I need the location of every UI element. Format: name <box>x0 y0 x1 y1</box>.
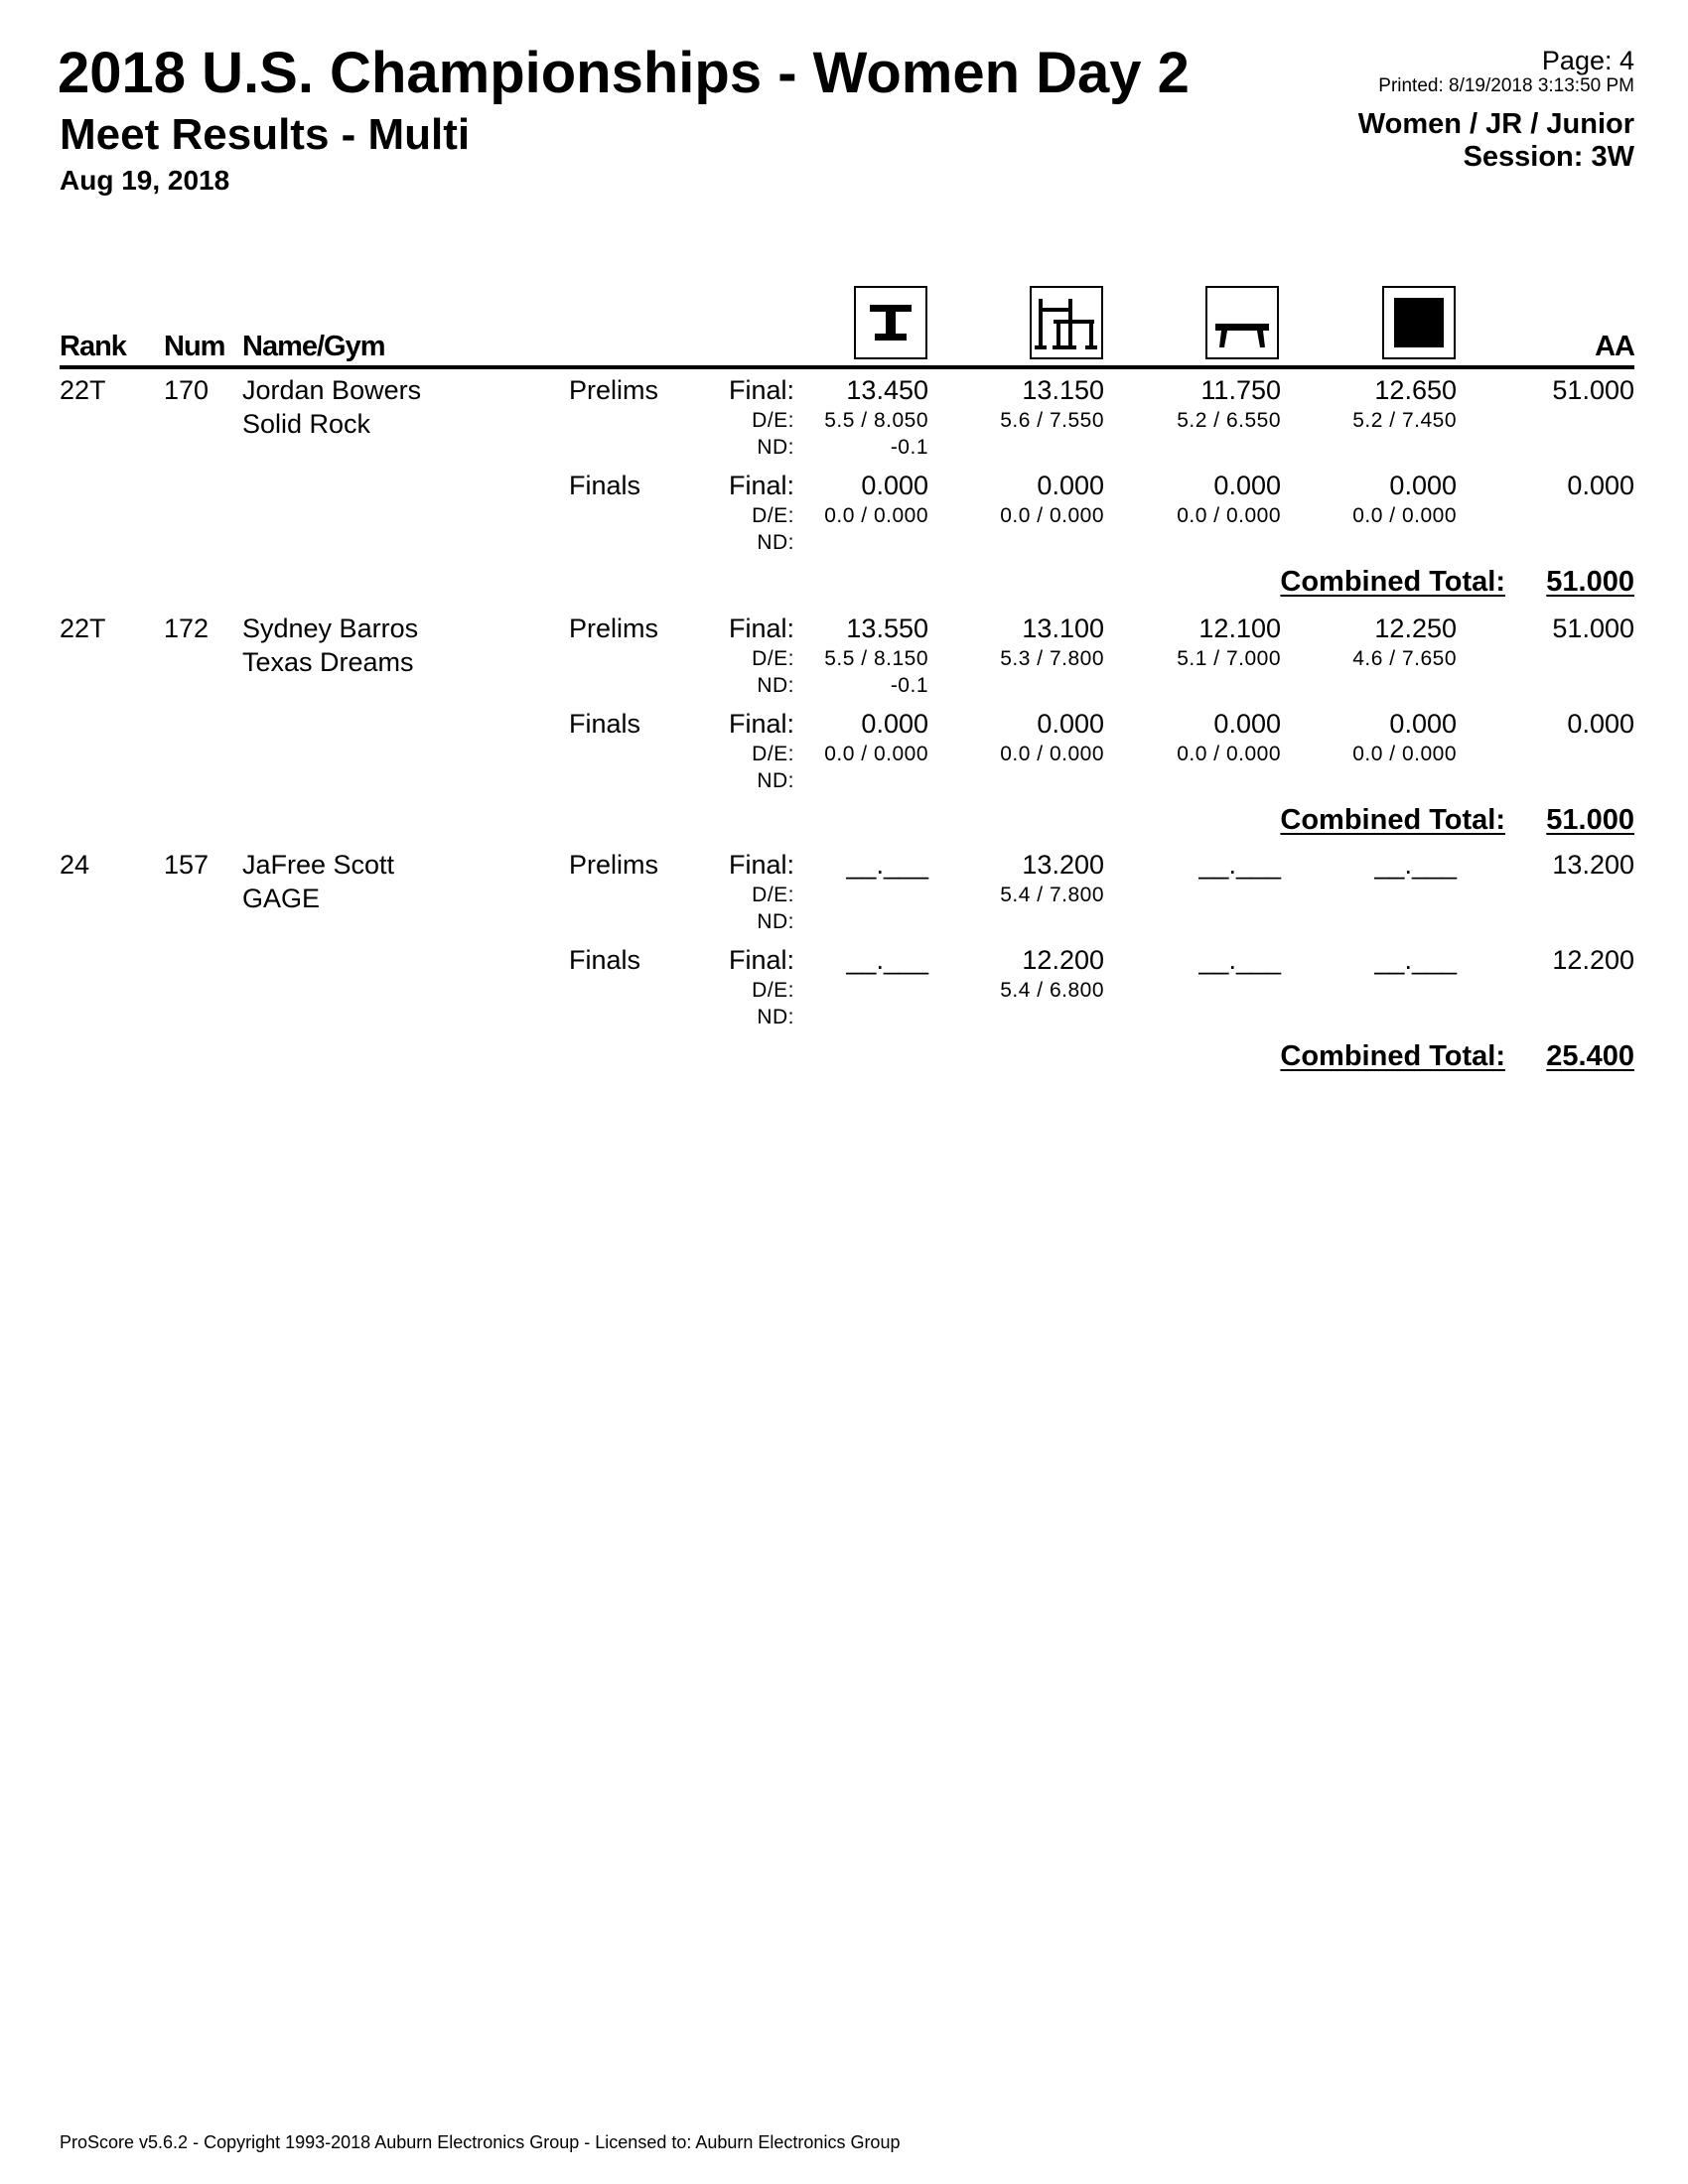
athlete-name: JaFree Scott <box>242 850 395 880</box>
de-label: D/E: <box>752 647 794 670</box>
aa-score: 51.000 <box>1552 614 1634 643</box>
athlete-gym: Texas Dreams <box>242 647 414 677</box>
nd-label: ND: <box>757 436 794 459</box>
bars-de: 0.0 / 0.000 <box>1000 504 1104 527</box>
bars-de: 5.6 / 7.550 <box>1000 409 1104 432</box>
rank-column-header: Rank <box>60 331 126 362</box>
beam-score: 0.000 <box>1213 709 1281 739</box>
athlete-name: Jordan Bowers <box>242 375 422 405</box>
meet-title: 2018 U.S. Championships - Women Day 2 <box>58 41 1190 105</box>
page-number: Page: 4 <box>1541 46 1634 75</box>
beam-score: 12.100 <box>1198 614 1281 643</box>
session-label: Session: 3W <box>1463 141 1634 173</box>
floor-score: 12.250 <box>1374 614 1457 643</box>
combined-total-value: 51.000 <box>1546 804 1634 836</box>
floor-de: 0.0 / 0.000 <box>1352 743 1457 765</box>
athlete-rank: 22T <box>60 614 106 643</box>
vault-score: 13.450 <box>846 375 928 405</box>
final-label: Final: <box>728 945 794 975</box>
bars-score: 12.200 <box>1022 945 1104 975</box>
athlete-gym: GAGE <box>242 884 321 913</box>
athlete-number: 172 <box>164 614 210 643</box>
beam-score: __.___ <box>1198 945 1281 975</box>
vault-icon <box>854 286 927 359</box>
beam-de: 5.2 / 6.550 <box>1177 409 1281 432</box>
de-label: D/E: <box>752 979 794 1002</box>
vault-score: __.___ <box>846 850 928 880</box>
bars-score: 0.000 <box>1037 471 1104 500</box>
bars-de: 5.4 / 6.800 <box>1000 979 1104 1002</box>
beam-de: 0.0 / 0.000 <box>1177 743 1281 765</box>
aa-score: 12.200 <box>1552 945 1634 975</box>
bars-score: 13.150 <box>1022 375 1104 405</box>
floor-exercise-icon <box>1382 286 1456 359</box>
balance-beam-icon <box>1205 286 1279 359</box>
vault-score: 13.550 <box>846 614 928 643</box>
nd-label: ND: <box>757 674 794 697</box>
header-divider <box>60 365 1634 369</box>
bars-de: 5.3 / 7.800 <box>1000 647 1104 670</box>
athlete-block <box>0 850 1688 1088</box>
athlete-number: 157 <box>164 850 210 880</box>
combined-total-label: Combined Total: <box>1280 804 1505 836</box>
round-label-finals: Finals <box>569 945 641 975</box>
athlete-gym: Solid Rock <box>242 409 371 439</box>
aa-score: 0.000 <box>1567 709 1634 739</box>
vault-score: 0.000 <box>861 471 928 500</box>
floor-score: 12.650 <box>1374 375 1457 405</box>
vault-de: 5.5 / 8.150 <box>824 647 928 670</box>
bars-score: 13.200 <box>1022 850 1104 880</box>
floor-score: __.___ <box>1374 850 1457 880</box>
floor-score: __.___ <box>1374 945 1457 975</box>
athlete-name: Sydney Barros <box>242 614 419 643</box>
de-label: D/E: <box>752 504 794 527</box>
combined-total-label: Combined Total: <box>1280 1040 1505 1072</box>
athlete-rank: 22T <box>60 375 106 405</box>
vault-score: __.___ <box>846 945 928 975</box>
bars-de: 0.0 / 0.000 <box>1000 743 1104 765</box>
vault-nd: -0.1 <box>890 436 928 459</box>
round-label-prelims: Prelims <box>569 614 659 643</box>
bars-score: 0.000 <box>1037 709 1104 739</box>
floor-de: 0.0 / 0.000 <box>1352 504 1457 527</box>
final-label: Final: <box>728 471 794 500</box>
floor-de: 4.6 / 7.650 <box>1352 647 1457 670</box>
final-label: Final: <box>728 850 794 880</box>
num-column-header: Num <box>164 331 225 362</box>
vault-score: 0.000 <box>861 709 928 739</box>
round-label-prelims: Prelims <box>569 375 659 405</box>
uneven-bars-icon <box>1030 286 1103 359</box>
floor-de: 5.2 / 7.450 <box>1352 409 1457 432</box>
round-label-finals: Finals <box>569 471 641 500</box>
beam-score: 0.000 <box>1213 471 1281 500</box>
bars-de: 5.4 / 7.800 <box>1000 884 1104 906</box>
round-label-prelims: Prelims <box>569 850 659 880</box>
vault-de: 0.0 / 0.000 <box>824 743 928 765</box>
vault-de: 0.0 / 0.000 <box>824 504 928 527</box>
aa-score: 0.000 <box>1567 471 1634 500</box>
beam-de: 0.0 / 0.000 <box>1177 504 1281 527</box>
division-category: Women / JR / Junior <box>1357 108 1634 140</box>
aa-score: 51.000 <box>1552 375 1634 405</box>
beam-de: 5.1 / 7.000 <box>1177 647 1281 670</box>
floor-score: 0.000 <box>1389 709 1457 739</box>
final-label: Final: <box>728 614 794 643</box>
de-label: D/E: <box>752 884 794 906</box>
nd-label: ND: <box>757 1006 794 1028</box>
aa-column-header: AA <box>1595 331 1634 362</box>
vault-nd: -0.1 <box>890 674 928 697</box>
athlete-block <box>0 614 1688 852</box>
beam-score: __.___ <box>1198 850 1281 880</box>
nd-label: ND: <box>757 769 794 792</box>
final-label: Final: <box>728 375 794 405</box>
printed-timestamp: Printed: 8/19/2018 3:13:50 PM <box>1378 75 1634 96</box>
floor-score: 0.000 <box>1389 471 1457 500</box>
final-label: Final: <box>728 709 794 739</box>
de-label: D/E: <box>752 409 794 432</box>
athlete-rank: 24 <box>60 850 90 880</box>
round-label-finals: Finals <box>569 709 641 739</box>
combined-total-label: Combined Total: <box>1280 566 1505 598</box>
report-subtitle: Meet Results - Multi <box>60 110 471 159</box>
name-gym-column-header: Name/Gym <box>242 331 385 362</box>
de-label: D/E: <box>752 743 794 765</box>
nd-label: ND: <box>757 910 794 933</box>
vault-de: 5.5 / 8.050 <box>824 409 928 432</box>
aa-score: 13.200 <box>1552 850 1634 880</box>
beam-score: 11.750 <box>1200 375 1281 405</box>
meet-date: Aug 19, 2018 <box>60 165 230 196</box>
bars-score: 13.100 <box>1022 614 1104 643</box>
software-footer: ProScore v5.6.2 - Copyright 1993-2018 Auburn Electronics Group - Licensed to: Auburn Electronics Group <box>60 2132 901 2152</box>
athlete-block <box>0 375 1688 614</box>
athlete-number: 170 <box>164 375 210 405</box>
combined-total-value: 51.000 <box>1546 566 1634 598</box>
combined-total-value: 25.400 <box>1546 1040 1634 1072</box>
nd-label: ND: <box>757 531 794 554</box>
